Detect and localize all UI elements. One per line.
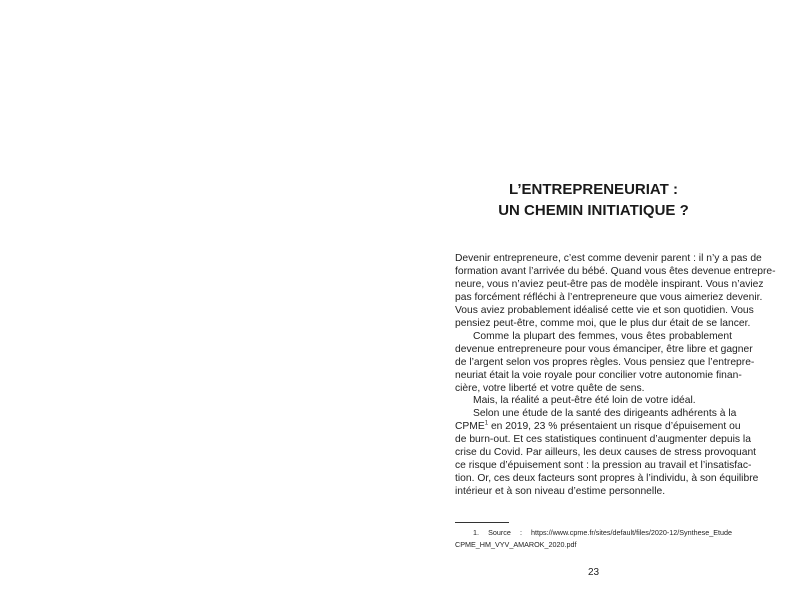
text-cpme: CPME: [455, 421, 485, 433]
text-line: neuriat était la voie royale pour concilier votre autonomie finan-: [455, 369, 742, 381]
text-line: de burn-out. Et ces statistiques continuent d’augmenter depuis la: [455, 434, 751, 446]
text-line: Vous aviez probablement idéalisé cette vie et son quotidien. Vous: [455, 304, 754, 316]
footnote-line-2[interactable]: CPME_HM_VYV_AMAROK_2020.pdf: [455, 539, 577, 549]
text-line: cière, votre liberté et votre quête de sens.: [455, 382, 645, 394]
text-line: Devenir entrepreneure, c’est comme devenir parent : il n’y a pas de: [455, 253, 762, 264]
paragraph-3: [455, 395, 732, 408]
paragraph-1: [455, 253, 776, 331]
footnote-divider: [455, 522, 509, 523]
text-line: crise du Covid. Par ailleurs, les deux causes de stress provoquant: [455, 447, 757, 459]
body-text: [455, 253, 776, 499]
text-line-rest: en 2019, 23 % présentaient un risque d’épuisement ou: [488, 421, 741, 433]
page-number: 23: [587, 567, 600, 578]
footnote-reference[interactable]: 1: [484, 420, 489, 427]
footnote-line: [455, 527, 732, 539]
text-line: neure, vous n’aviez peut-être pas de modèle inspirant. Vous n’aviez: [455, 278, 764, 290]
text-line: formation avant l’arrivée du bébé. Quand vous êtes devenue entrepre-: [455, 265, 776, 277]
text-line: Comme la plupart des femmes, vous êtes probablement: [473, 330, 732, 342]
text-line: Selon une étude de la santé des dirigeants adhérents à la: [473, 408, 737, 420]
text-line: intérieur et à son niveau d’estime personnelle.: [455, 486, 666, 498]
footnote-source[interactable]: Source : https://www.cpme.fr/sites/default/files/2020-12/Synthese_Etude: [488, 528, 732, 537]
text-line: de l’argent selon vos propres règles. Vous pensiez que l’entrepre-: [455, 356, 755, 368]
paragraph-2: [455, 330, 755, 396]
text-line: [455, 420, 741, 434]
chapter-title-line-2: UN CHEMIN INITIATIQUE ?: [498, 202, 689, 219]
paragraph-4: [455, 408, 759, 499]
chapter-title: [455, 179, 732, 221]
text-line: devenue entrepreneure pour vous émanciper, être libre et gagner: [455, 343, 753, 355]
text-line: Mais, la réalité a peut-être été loin de votre idéal.: [473, 395, 696, 407]
text-line: pensiez peut-être, comme moi, que le plus dur était de se lancer.: [455, 317, 751, 329]
chapter-title-line-1: L’ENTREPRENEURIAT :: [509, 181, 678, 198]
text-line: tion. Or, ces deux facteurs sont propres à l’individu, à son équilibre: [455, 473, 759, 485]
footnote-number: 1.: [473, 528, 479, 537]
footnote: [455, 527, 732, 550]
text-line: pas forcément réfléchi à l’entrepreneure que vous aimeriez devenir.: [455, 291, 763, 303]
text-line: ce risque d’épuisement sont : la pression au travail et l’insatisfac-: [455, 460, 752, 472]
